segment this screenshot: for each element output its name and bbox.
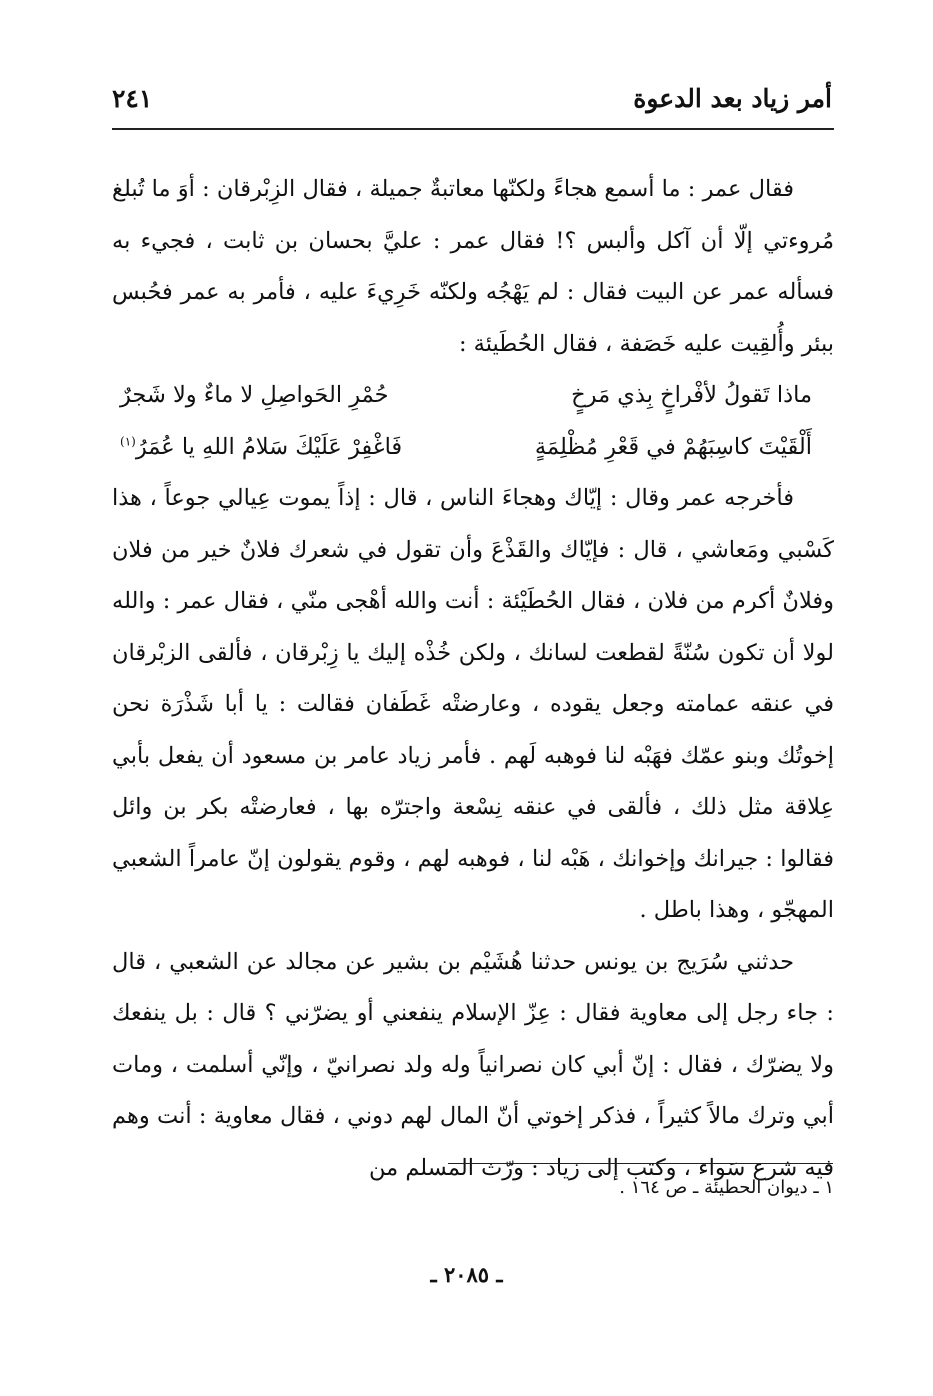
verse-2-second-hemistich-wrap bbox=[120, 422, 402, 474]
page-number-bottom: ـ ٢٠٨٥ ـ bbox=[430, 1262, 503, 1287]
header-rule bbox=[112, 128, 834, 130]
paragraph-2: فأخرجه عمر وقال : إيّاك وهجاءَ الناس ، قال : إذاً يموت عِيالي جوعاً ، هذا كَسْبي ومَعاشي ، قال : فإيّاك والقَذْعَ وأن تقول في شعرك فلانٌ خير من فلان وفلانٌ أكرم من فلان ، فقال الحُطَيْئة : أنت والله أهْجى منّي ، فقال عمر : والله لولا أن تكون سُنّةً لقطعت لسانك ، ولكن خُذْه إليك يا زِبْرقان ، فألقى الزبْرقان في عنقه عمامته وجعل يقوده ، وعارضتْه غَطَفان فقالت : يا أبا شَذْرَة نحن إخوتُك وبنو عمّك فهَبْه لنا فوهبه لَهم . فأمر زياد عامر بن مسعود أن يفعل بأبي عِلاقة مثل ذلك ، فألقى في عنقه نِسْعة واجترّه بها ، فعارضتْه بكر بن وائل فقالوا : جيرانك وإخوانك ، هَبْه لنا ، فوهبه لهم ، وقوم يقولون إنّ عامراً الشعبي المهجّو ، وهذا باطل . bbox=[112, 485, 834, 923]
page-number-top: ٢٤١ bbox=[112, 84, 153, 113]
verse-1 bbox=[112, 370, 834, 422]
footnote-rule bbox=[448, 1163, 833, 1164]
verse-2-second-hemistich: فَاغْفِرْ عَلَيْكَ سَلامُ اللهِ يا عُمَرُ bbox=[135, 433, 403, 460]
body-text bbox=[112, 164, 834, 1194]
verse-1-first-hemistich: ماذا تَقولُ لأفْراخٍ بِذي مَرخٍ bbox=[571, 382, 812, 408]
paragraph-3: حدثني سُرَيج بن يونس حدثنا هُشَيْم بن بشير عن مجالد عن الشعبي ، قال : جاء رجل إلى معاوية فقال : عِزّ الإسلام ينفعني أو يضرّني ؟ قال : بل ينفعك ولا يضرّك ، فقال : إنّ أبي كان نصرانياً وله ولد نصرانيّ ، وإنّي أسلمت ، ومات أبي وترك مالاً كثيراً ، فذكر إخوتي أنّ المال لهم دوني ، فقال معاوية : أنت وهم فيه شرع سَواء ، وكتب إلى زياد : ورّث المسلم من bbox=[112, 948, 834, 1181]
verse-2 bbox=[112, 422, 834, 474]
poem-verses bbox=[112, 370, 834, 473]
footnote-reference[interactable]: (١) bbox=[120, 434, 136, 448]
footnote: ١ ـ ديوان الحطيئة ـ ص ١٦٤ . bbox=[619, 1177, 834, 1198]
verse-2-first-hemistich: أَلْقَيْتَ كاسِبَهُمْ في قَعْرِ مُظْلِمَةٍ bbox=[534, 433, 812, 460]
running-title: أمر زياد بعد الدعوة bbox=[633, 84, 832, 113]
verse-1-second-hemistich: حُمْرِ الحَواصِلِ لا ماءٌ ولا شَجرٌ bbox=[120, 382, 389, 408]
page-header bbox=[112, 80, 832, 120]
paragraph-1: فقال عمر : ما أسمع هجاءً ولكنّها معاتبةٌ جميلة ، فقال الزِبْرقان : أوَ ما تُبلغ مُروءتي إلّا أن آكل وألبس ؟! فقال عمر : عليَّ بحسان بن ثابت ، فجيء به فسأله عمر عن البيت فقال : لم يَهْجُه ولكنّه خَرِيءَ عليه ، فأمر به عمر فحُبس ببئر وأُلقِيت عليه خَصَفة ، فقال الحُطَيئة : bbox=[112, 176, 834, 357]
